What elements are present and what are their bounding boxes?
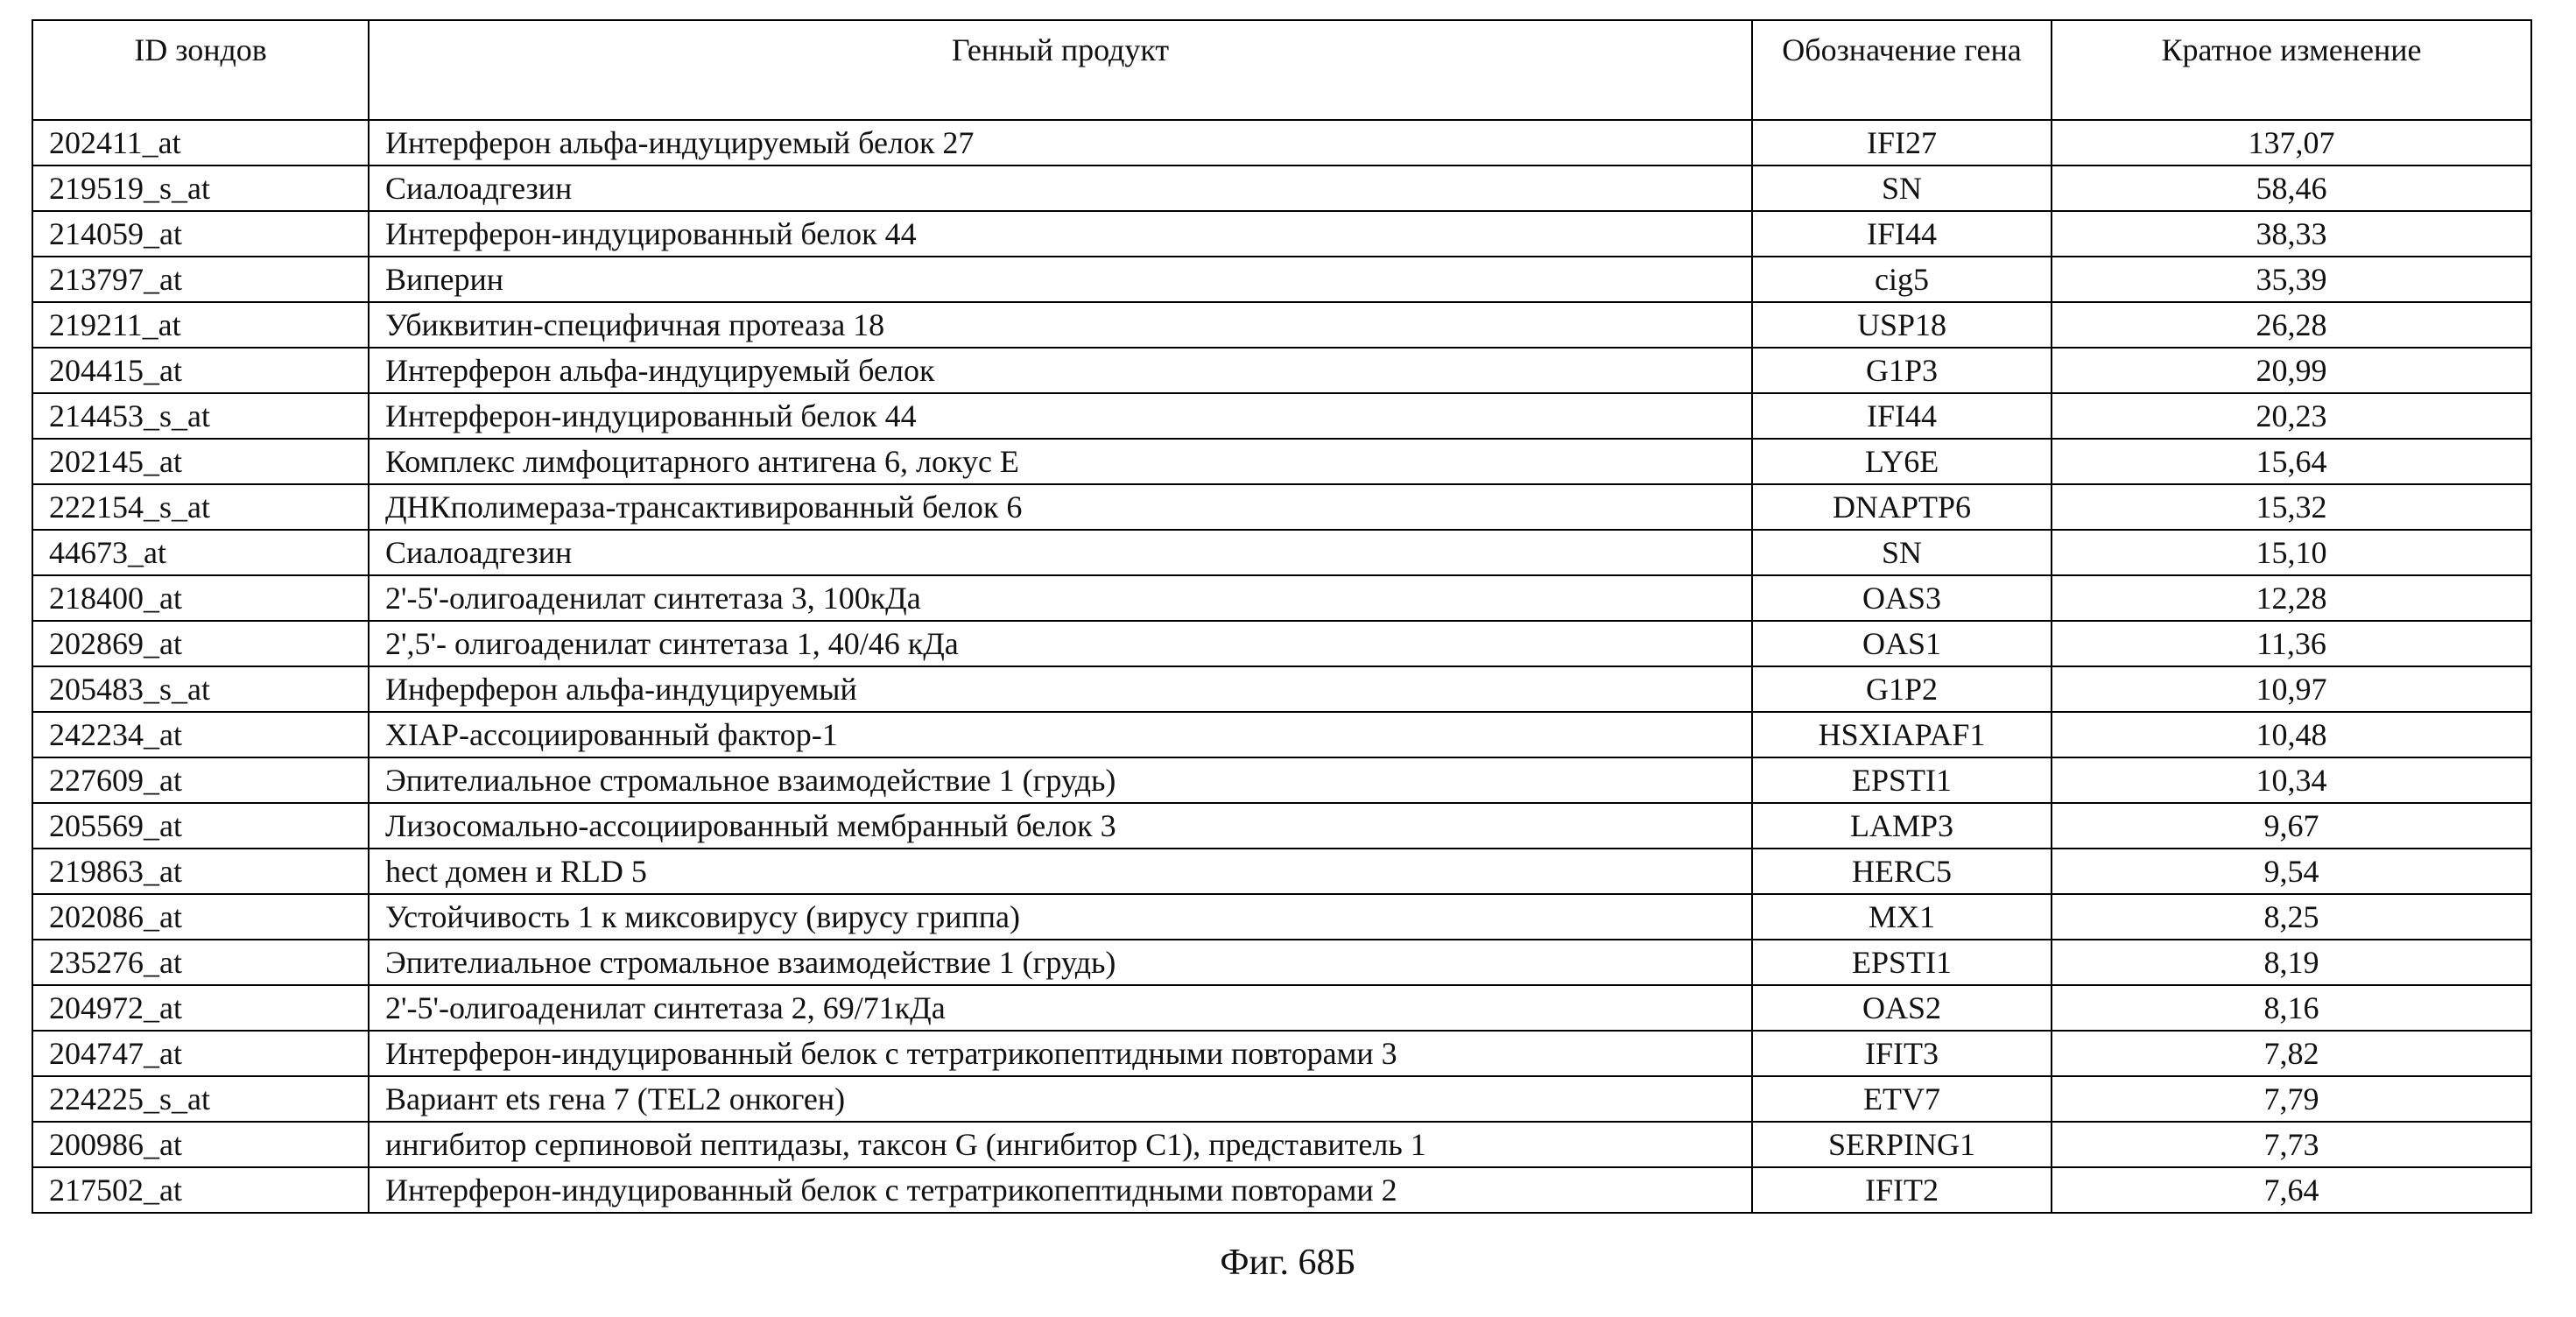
gene-symbol-cell: IFI44 bbox=[1752, 211, 2052, 257]
gene-product-cell: 2'-5'-олигоаденилат синтетаза 2, 69/71кДа bbox=[369, 985, 1752, 1031]
probe-id-cell: 217502_at bbox=[32, 1167, 369, 1213]
probe-id-cell: 202411_at bbox=[32, 120, 369, 166]
fold-change-cell: 20,99 bbox=[2052, 348, 2531, 393]
gene-expression-table bbox=[32, 19, 2532, 1214]
fold-change-cell: 7,64 bbox=[2052, 1167, 2531, 1213]
fold-change-cell: 10,97 bbox=[2052, 666, 2531, 712]
fold-change-cell: 7,79 bbox=[2052, 1076, 2531, 1122]
fold-change-cell: 38,33 bbox=[2052, 211, 2531, 257]
header-gene-product: Генный продукт bbox=[369, 20, 1752, 120]
gene-symbol-cell: IFI27 bbox=[1752, 120, 2052, 166]
gene-symbol-cell: cig5 bbox=[1752, 257, 2052, 302]
table-row bbox=[32, 302, 2531, 348]
table-row bbox=[32, 849, 2531, 894]
table-row bbox=[32, 530, 2531, 575]
header-fold-change: Кратное изменение bbox=[2052, 20, 2531, 120]
fold-change-cell: 11,36 bbox=[2052, 621, 2531, 666]
gene-symbol-cell: OAS1 bbox=[1752, 621, 2052, 666]
probe-id-cell: 204415_at bbox=[32, 348, 369, 393]
gene-product-cell: Устойчивость 1 к миксовирусу (вирусу гриппа) bbox=[369, 894, 1752, 940]
fold-change-cell: 10,34 bbox=[2052, 757, 2531, 803]
gene-product-cell: Виперин bbox=[369, 257, 1752, 302]
table-row bbox=[32, 166, 2531, 211]
probe-id-cell: 219211_at bbox=[32, 302, 369, 348]
gene-symbol-cell: IFI44 bbox=[1752, 393, 2052, 439]
probe-id-cell: 219863_at bbox=[32, 849, 369, 894]
gene-symbol-cell: LY6E bbox=[1752, 439, 2052, 484]
fold-change-cell: 20,23 bbox=[2052, 393, 2531, 439]
gene-symbol-cell: SERPING1 bbox=[1752, 1122, 2052, 1167]
probe-id-cell: 214059_at bbox=[32, 211, 369, 257]
probe-id-cell: 242234_at bbox=[32, 712, 369, 757]
table-row bbox=[32, 575, 2531, 621]
probe-id-cell: 202086_at bbox=[32, 894, 369, 940]
fold-change-cell: 9,54 bbox=[2052, 849, 2531, 894]
table-row bbox=[32, 940, 2531, 985]
probe-id-cell: 224225_s_at bbox=[32, 1076, 369, 1122]
probe-id-cell: 204972_at bbox=[32, 985, 369, 1031]
gene-symbol-cell: IFIT2 bbox=[1752, 1167, 2052, 1213]
table-row bbox=[32, 1031, 2531, 1076]
table-row bbox=[32, 712, 2531, 757]
gene-product-cell: ДНКполимераза-трансактивированный белок 6 bbox=[369, 484, 1752, 530]
fold-change-cell: 8,25 bbox=[2052, 894, 2531, 940]
probe-id-cell: 202869_at bbox=[32, 621, 369, 666]
gene-expression-table-container bbox=[32, 19, 2530, 1214]
gene-product-cell: Эпителиальное стромальное взаимодействие 1 (грудь) bbox=[369, 757, 1752, 803]
probe-id-cell: 205483_s_at bbox=[32, 666, 369, 712]
gene-product-cell: Интерферон-индуцированный белок с тетратрикопептидными повторами 3 bbox=[369, 1031, 1752, 1076]
gene-symbol-cell: HERC5 bbox=[1752, 849, 2052, 894]
gene-symbol-cell: MX1 bbox=[1752, 894, 2052, 940]
table-row bbox=[32, 666, 2531, 712]
gene-product-cell: XIAP-ассоциированный фактор-1 bbox=[369, 712, 1752, 757]
gene-symbol-cell: LAMP3 bbox=[1752, 803, 2052, 849]
gene-symbol-cell: USP18 bbox=[1752, 302, 2052, 348]
fold-change-cell: 15,32 bbox=[2052, 484, 2531, 530]
probe-id-cell: 44673_at bbox=[32, 530, 369, 575]
probe-id-cell: 227609_at bbox=[32, 757, 369, 803]
probe-id-cell: 204747_at bbox=[32, 1031, 369, 1076]
gene-product-cell: Вариант ets гена 7 (TEL2 онкоген) bbox=[369, 1076, 1752, 1122]
table-row bbox=[32, 348, 2531, 393]
gene-symbol-cell: SN bbox=[1752, 530, 2052, 575]
gene-symbol-cell: EPSTI1 bbox=[1752, 757, 2052, 803]
gene-product-cell: Инферферон альфа-индуцируемый bbox=[369, 666, 1752, 712]
gene-symbol-cell: SN bbox=[1752, 166, 2052, 211]
table-row bbox=[32, 257, 2531, 302]
fold-change-cell: 8,16 bbox=[2052, 985, 2531, 1031]
table-row bbox=[32, 439, 2531, 484]
gene-symbol-cell: G1P3 bbox=[1752, 348, 2052, 393]
gene-symbol-cell: G1P2 bbox=[1752, 666, 2052, 712]
probe-id-cell: 214453_s_at bbox=[32, 393, 369, 439]
header-gene-symbol: Обозначение гена bbox=[1752, 20, 2052, 120]
probe-id-cell: 205569_at bbox=[32, 803, 369, 849]
table-row bbox=[32, 621, 2531, 666]
gene-product-cell: hect домен и RLD 5 bbox=[369, 849, 1752, 894]
gene-symbol-cell: OAS3 bbox=[1752, 575, 2052, 621]
fold-change-cell: 15,10 bbox=[2052, 530, 2531, 575]
table-row bbox=[32, 985, 2531, 1031]
fold-change-cell: 137,07 bbox=[2052, 120, 2531, 166]
gene-product-cell: Интерферон-индуцированный белок с тетратрикопептидными повторами 2 bbox=[369, 1167, 1752, 1213]
probe-id-cell: 218400_at bbox=[32, 575, 369, 621]
gene-symbol-cell: ETV7 bbox=[1752, 1076, 2052, 1122]
table-header bbox=[32, 20, 2531, 120]
fold-change-cell: 15,64 bbox=[2052, 439, 2531, 484]
table-body bbox=[32, 120, 2531, 1213]
gene-product-cell: 2'-5'-олигоаденилат синтетаза 3, 100кДа bbox=[369, 575, 1752, 621]
gene-product-cell: 2',5'- олигоаденилат синтетаза 1, 40/46 кДа bbox=[369, 621, 1752, 666]
probe-id-cell: 235276_at bbox=[32, 940, 369, 985]
fold-change-cell: 8,19 bbox=[2052, 940, 2531, 985]
probe-id-cell: 213797_at bbox=[32, 257, 369, 302]
table-row bbox=[32, 1122, 2531, 1167]
gene-product-cell: Интерферон-индуцированный белок 44 bbox=[369, 393, 1752, 439]
fold-change-cell: 12,28 bbox=[2052, 575, 2531, 621]
gene-product-cell: Сиалоадгезин bbox=[369, 530, 1752, 575]
probe-id-cell: 200986_at bbox=[32, 1122, 369, 1167]
header-row bbox=[32, 20, 2531, 120]
probe-id-cell: 219519_s_at bbox=[32, 166, 369, 211]
fold-change-cell: 10,48 bbox=[2052, 712, 2531, 757]
gene-product-cell: Лизосомально-ассоциированный мембранный белок 3 bbox=[369, 803, 1752, 849]
gene-symbol-cell: HSXIAPAF1 bbox=[1752, 712, 2052, 757]
table-row bbox=[32, 211, 2531, 257]
fold-change-cell: 7,82 bbox=[2052, 1031, 2531, 1076]
fold-change-cell: 58,46 bbox=[2052, 166, 2531, 211]
gene-product-cell: Комплекс лимфоцитарного антигена 6, локус Е bbox=[369, 439, 1752, 484]
table-row bbox=[32, 484, 2531, 530]
table-row bbox=[32, 393, 2531, 439]
fold-change-cell: 35,39 bbox=[2052, 257, 2531, 302]
gene-symbol-cell: DNAPTP6 bbox=[1752, 484, 2052, 530]
gene-product-cell: Интерферон альфа-индуцируемый белок bbox=[369, 348, 1752, 393]
fold-change-cell: 7,73 bbox=[2052, 1122, 2531, 1167]
table-row bbox=[32, 120, 2531, 166]
table-row bbox=[32, 894, 2531, 940]
gene-product-cell: Убиквитин-специфичная протеаза 18 bbox=[369, 302, 1752, 348]
gene-product-cell: Интерферон альфа-индуцируемый белок 27 bbox=[369, 120, 1752, 166]
table-row bbox=[32, 1167, 2531, 1213]
header-probe-id: ID зондов bbox=[32, 20, 369, 120]
probe-id-cell: 222154_s_at bbox=[32, 484, 369, 530]
figure-caption: Фиг. 68Б bbox=[1220, 1243, 1356, 1283]
gene-product-cell: Интерферон-индуцированный белок 44 bbox=[369, 211, 1752, 257]
gene-symbol-cell: OAS2 bbox=[1752, 985, 2052, 1031]
table-row bbox=[32, 757, 2531, 803]
gene-product-cell: Эпителиальное стромальное взаимодействие 1 (грудь) bbox=[369, 940, 1752, 985]
table-row bbox=[32, 803, 2531, 849]
gene-product-cell: ингибитор серпиновой пептидазы, таксон G (ингибитор С1), представитель 1 bbox=[369, 1122, 1752, 1167]
fold-change-cell: 9,67 bbox=[2052, 803, 2531, 849]
table-row bbox=[32, 1076, 2531, 1122]
gene-symbol-cell: IFIT3 bbox=[1752, 1031, 2052, 1076]
gene-product-cell: Сиалоадгезин bbox=[369, 166, 1752, 211]
gene-symbol-cell: EPSTI1 bbox=[1752, 940, 2052, 985]
probe-id-cell: 202145_at bbox=[32, 439, 369, 484]
fold-change-cell: 26,28 bbox=[2052, 302, 2531, 348]
